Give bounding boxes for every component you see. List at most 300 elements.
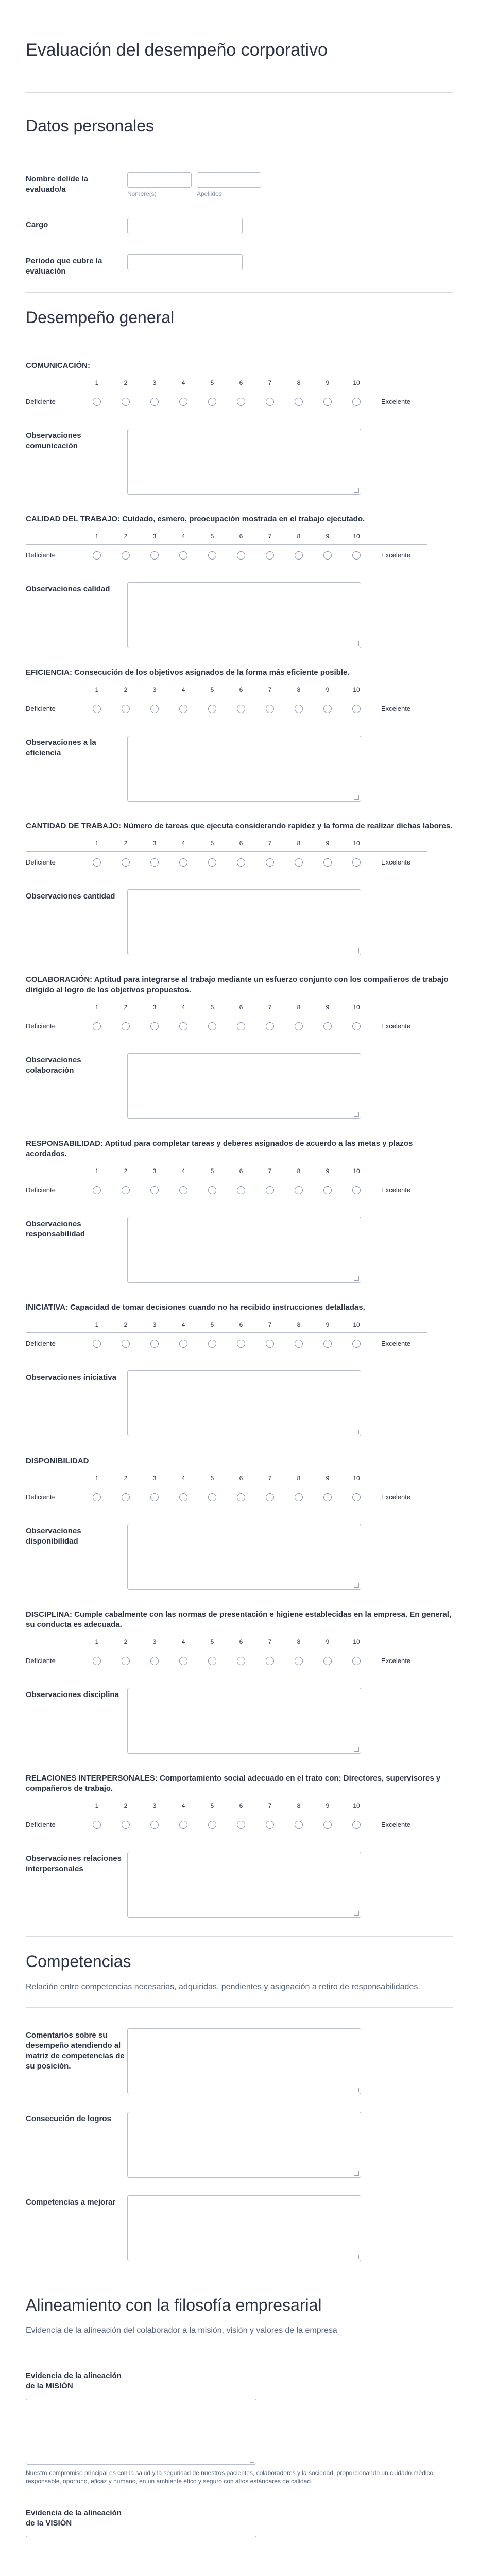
scale-question bbox=[26, 1609, 453, 1754]
scale-option bbox=[284, 1657, 313, 1668]
scale-option bbox=[255, 1821, 284, 1832]
rating-radio[interactable] bbox=[295, 1657, 303, 1665]
scale-option bbox=[82, 1821, 111, 1832]
rating-radio[interactable] bbox=[295, 1022, 303, 1030]
scale-number: 1 bbox=[95, 1004, 99, 1011]
scale-question bbox=[26, 1773, 453, 1918]
scale-number: 6 bbox=[239, 840, 243, 847]
rating-scale bbox=[26, 1167, 427, 1199]
cargo-input[interactable] bbox=[127, 218, 243, 234]
rating-radio[interactable] bbox=[122, 858, 130, 867]
rating-radio[interactable] bbox=[93, 1821, 101, 1829]
rating-radio[interactable] bbox=[179, 1493, 187, 1501]
cargo-field bbox=[26, 218, 453, 234]
observations-field bbox=[26, 889, 453, 955]
scale-number: 10 bbox=[353, 1167, 360, 1175]
rating-radio[interactable] bbox=[266, 858, 274, 867]
rating-radio[interactable] bbox=[352, 1657, 361, 1665]
scale-low-label: Deficiente bbox=[26, 398, 56, 405]
rating-radio[interactable] bbox=[150, 1493, 159, 1501]
observations-textarea[interactable] bbox=[127, 1370, 361, 1436]
rating-radio[interactable] bbox=[208, 1186, 216, 1194]
scale-high-label: Excelente bbox=[381, 1186, 411, 1194]
observations-textarea[interactable] bbox=[127, 429, 361, 495]
divider bbox=[26, 1936, 453, 1937]
rating-radio[interactable] bbox=[352, 705, 361, 713]
scale-question bbox=[26, 1456, 453, 1590]
scale-number: 6 bbox=[239, 1321, 243, 1328]
observations-textarea[interactable] bbox=[127, 736, 361, 802]
scale-number: 10 bbox=[353, 1802, 360, 1809]
rating-radio[interactable] bbox=[208, 1022, 216, 1030]
scale-number: 4 bbox=[181, 533, 185, 540]
rating-radio[interactable] bbox=[122, 1493, 130, 1501]
scale-option bbox=[169, 858, 198, 869]
scale-option bbox=[342, 551, 371, 562]
rating-radio[interactable] bbox=[122, 1657, 130, 1665]
scale-option bbox=[255, 551, 284, 562]
scale-number: 3 bbox=[152, 1802, 157, 1809]
scale-question bbox=[26, 821, 453, 955]
scale-option bbox=[227, 1340, 255, 1350]
scale-number: 1 bbox=[95, 1321, 99, 1328]
observations-label: Observaciones responsabilidad bbox=[26, 1219, 85, 1239]
rating-radio[interactable] bbox=[93, 1186, 101, 1194]
scale-number: 10 bbox=[353, 1004, 360, 1011]
scale-number: 9 bbox=[326, 1475, 330, 1482]
scale-number: 8 bbox=[297, 1638, 301, 1646]
last-name-sublabel: Apellidos bbox=[197, 190, 222, 197]
observations-label: Observaciones iniciativa bbox=[26, 1373, 116, 1382]
scale-option bbox=[227, 551, 255, 562]
scale-option bbox=[169, 1821, 198, 1832]
observations-field bbox=[26, 1688, 453, 1754]
rating-scale bbox=[26, 840, 427, 872]
scale-number: 7 bbox=[268, 1167, 272, 1175]
scale-number: 10 bbox=[353, 1321, 360, 1328]
rating-radio[interactable] bbox=[208, 1821, 216, 1829]
scale-divider bbox=[26, 544, 427, 545]
rating-radio[interactable] bbox=[122, 398, 130, 406]
scale-radios bbox=[82, 705, 371, 716]
rating-radio[interactable] bbox=[208, 398, 216, 406]
scale-option bbox=[198, 1657, 227, 1668]
rating-radio[interactable] bbox=[150, 398, 159, 406]
rating-radio[interactable] bbox=[122, 1340, 130, 1348]
scale-high-label: Excelente bbox=[381, 1821, 411, 1828]
periodo-label: Periodo que cubre la evaluación bbox=[26, 257, 102, 276]
rating-radio[interactable] bbox=[237, 1186, 245, 1194]
rating-radio[interactable] bbox=[237, 705, 245, 713]
scale-number: 10 bbox=[353, 533, 360, 540]
scale-option bbox=[169, 398, 198, 409]
rating-radio[interactable] bbox=[266, 1340, 274, 1348]
scale-option bbox=[82, 398, 111, 409]
scale-number: 8 bbox=[297, 1321, 301, 1328]
scale-high-label: Excelente bbox=[381, 1022, 411, 1030]
scale-option bbox=[284, 858, 313, 869]
rating-radio[interactable] bbox=[93, 1022, 101, 1030]
scale-number: 10 bbox=[353, 1638, 360, 1646]
rating-radio[interactable] bbox=[323, 705, 332, 713]
rating-radio[interactable] bbox=[323, 858, 332, 867]
periodo-input[interactable] bbox=[127, 254, 243, 270]
rating-radio[interactable] bbox=[122, 1186, 130, 1194]
rating-radio[interactable] bbox=[323, 1186, 332, 1194]
rating-radio[interactable] bbox=[266, 398, 274, 406]
rating-radio[interactable] bbox=[352, 1186, 361, 1194]
scale-radios bbox=[82, 1657, 371, 1668]
last-name-input[interactable] bbox=[197, 172, 261, 188]
scale-option bbox=[342, 1821, 371, 1832]
rating-radio[interactable] bbox=[179, 1186, 187, 1194]
scale-number: 1 bbox=[95, 840, 99, 847]
scale-option bbox=[255, 1022, 284, 1033]
scale-radios bbox=[82, 858, 371, 869]
scale-number: 6 bbox=[239, 686, 243, 693]
rating-radio[interactable] bbox=[295, 1821, 303, 1829]
rating-radio[interactable] bbox=[179, 398, 187, 406]
mejorar-field bbox=[26, 2195, 453, 2261]
scale-question bbox=[26, 361, 453, 495]
scale-number: 2 bbox=[124, 1802, 128, 1809]
rating-radio[interactable] bbox=[266, 1022, 274, 1030]
scale-low-label: Deficiente bbox=[26, 1340, 56, 1347]
rating-radio[interactable] bbox=[352, 1340, 361, 1348]
scale-number: 9 bbox=[326, 1004, 330, 1011]
vision-textarea[interactable] bbox=[26, 2536, 256, 2576]
observations-textarea[interactable] bbox=[127, 582, 361, 648]
scale-number: 5 bbox=[210, 1802, 214, 1809]
scale-option bbox=[169, 1340, 198, 1350]
scale-number: 5 bbox=[210, 1475, 214, 1482]
rating-radio[interactable] bbox=[237, 1022, 245, 1030]
scale-number: 3 bbox=[152, 686, 157, 693]
scale-question-label: RESPONSABILIDAD: Aptitud para completar tareas y deberes asignados de acuerdo a las metas y plazos acordados. bbox=[26, 1139, 413, 1158]
rating-radio[interactable] bbox=[179, 858, 187, 867]
scale-question-label: COMUNICACIÓN: bbox=[26, 361, 90, 370]
rating-radio[interactable] bbox=[266, 1186, 274, 1194]
scale-option bbox=[198, 398, 227, 409]
rating-radio[interactable] bbox=[93, 1493, 101, 1501]
scale-number: 4 bbox=[181, 1638, 185, 1646]
vision-label: Evidencia de la alineación de la VISIÓN bbox=[26, 2509, 122, 2528]
scale-option bbox=[140, 1186, 169, 1197]
scale-option bbox=[284, 1022, 313, 1033]
scale-number: 4 bbox=[181, 840, 185, 847]
rating-radio[interactable] bbox=[323, 1340, 332, 1348]
scale-number: 3 bbox=[152, 1167, 157, 1175]
observations-field bbox=[26, 1217, 453, 1283]
scale-number: 9 bbox=[326, 1167, 330, 1175]
scale-option bbox=[198, 551, 227, 562]
rating-radio[interactable] bbox=[323, 1821, 332, 1829]
scale-option bbox=[227, 1821, 255, 1832]
scale-question-label: EFICIENCIA: Consecución de los objetivos asignados de la forma más eficiente posible. bbox=[26, 668, 350, 677]
rating-radio[interactable] bbox=[122, 1022, 130, 1030]
scale-option bbox=[227, 1657, 255, 1668]
rating-radio[interactable] bbox=[237, 1657, 245, 1665]
scale-option bbox=[111, 1493, 140, 1504]
scale-option bbox=[313, 1022, 342, 1033]
rating-radio[interactable] bbox=[323, 551, 332, 560]
scale-option bbox=[198, 1186, 227, 1197]
scale-option bbox=[140, 858, 169, 869]
rating-radio[interactable] bbox=[150, 1821, 159, 1829]
rating-radio[interactable] bbox=[150, 1186, 159, 1194]
observations-textarea[interactable] bbox=[127, 889, 361, 955]
scale-number: 6 bbox=[239, 1004, 243, 1011]
rating-radio[interactable] bbox=[352, 1821, 361, 1829]
divider bbox=[26, 92, 453, 93]
rating-scale bbox=[26, 1004, 427, 1036]
observations-field bbox=[26, 736, 453, 802]
rating-radio[interactable] bbox=[208, 1340, 216, 1348]
rating-scale bbox=[26, 686, 427, 718]
scale-radios bbox=[82, 398, 371, 409]
rating-radio[interactable] bbox=[93, 1657, 101, 1665]
rating-radio[interactable] bbox=[295, 1493, 303, 1501]
rating-radio[interactable] bbox=[93, 398, 101, 406]
rating-radio[interactable] bbox=[179, 705, 187, 713]
rating-radio[interactable] bbox=[295, 858, 303, 867]
scale-number: 5 bbox=[210, 1167, 214, 1175]
rating-radio[interactable] bbox=[266, 1493, 274, 1501]
scale-number: 3 bbox=[152, 1638, 157, 1646]
scale-option bbox=[198, 858, 227, 869]
rating-radio[interactable] bbox=[352, 551, 361, 560]
scale-option bbox=[227, 1493, 255, 1504]
scale-question-label: DISPONIBILIDAD bbox=[26, 1456, 89, 1465]
rating-radio[interactable] bbox=[208, 551, 216, 560]
scale-radios bbox=[82, 1821, 371, 1832]
scale-option bbox=[255, 1340, 284, 1350]
scale-option bbox=[82, 858, 111, 869]
scale-option bbox=[227, 705, 255, 716]
first-name-sublabel: Nombre(s) bbox=[127, 190, 157, 197]
scale-option bbox=[169, 1657, 198, 1668]
scale-number: 2 bbox=[124, 1638, 128, 1646]
rating-radio[interactable] bbox=[150, 1022, 159, 1030]
rating-radio[interactable] bbox=[93, 858, 101, 867]
scale-number: 2 bbox=[124, 840, 128, 847]
rating-radio[interactable] bbox=[179, 1340, 187, 1348]
observations-textarea[interactable] bbox=[127, 1524, 361, 1590]
rating-radio[interactable] bbox=[352, 858, 361, 867]
scale-number: 6 bbox=[239, 1475, 243, 1482]
rating-radio[interactable] bbox=[208, 1657, 216, 1665]
scale-number: 10 bbox=[353, 1475, 360, 1482]
rating-radio[interactable] bbox=[295, 1186, 303, 1194]
rating-radio[interactable] bbox=[208, 705, 216, 713]
scale-number: 7 bbox=[268, 1004, 272, 1011]
scale-number: 4 bbox=[181, 379, 185, 386]
scale-numbers bbox=[82, 840, 371, 847]
scale-option bbox=[111, 1186, 140, 1197]
scale-numbers bbox=[82, 1638, 371, 1646]
logros-textarea[interactable] bbox=[127, 2112, 361, 2178]
scale-number: 1 bbox=[95, 1802, 99, 1809]
scale-number: 9 bbox=[326, 379, 330, 386]
scale-option bbox=[284, 1821, 313, 1832]
rating-radio[interactable] bbox=[208, 858, 216, 867]
observations-textarea[interactable] bbox=[127, 1688, 361, 1754]
rating-radio[interactable] bbox=[150, 705, 159, 713]
scale-option bbox=[169, 705, 198, 716]
scale-questions bbox=[26, 361, 453, 1918]
rating-radio[interactable] bbox=[237, 551, 245, 560]
scale-option bbox=[198, 1493, 227, 1504]
scale-option bbox=[198, 705, 227, 716]
rating-radio[interactable] bbox=[295, 551, 303, 560]
scale-option bbox=[342, 1493, 371, 1504]
scale-number: 2 bbox=[124, 533, 128, 540]
rating-radio[interactable] bbox=[237, 1340, 245, 1348]
rating-radio[interactable] bbox=[179, 1821, 187, 1829]
rating-radio[interactable] bbox=[237, 1821, 245, 1829]
scale-number: 4 bbox=[181, 1167, 185, 1175]
observations-field bbox=[26, 1053, 453, 1119]
scale-option bbox=[342, 705, 371, 716]
scale-option bbox=[111, 1022, 140, 1033]
scale-option bbox=[111, 1340, 140, 1350]
rating-radio[interactable] bbox=[237, 1493, 245, 1501]
scale-number: 5 bbox=[210, 840, 214, 847]
observations-label: Observaciones cantidad bbox=[26, 892, 115, 901]
scale-number: 4 bbox=[181, 1004, 185, 1011]
comentarios-textarea[interactable] bbox=[127, 2028, 361, 2094]
scale-option bbox=[342, 1022, 371, 1033]
rating-radio[interactable] bbox=[237, 858, 245, 867]
scale-high-label: Excelente bbox=[381, 1493, 411, 1501]
scale-option bbox=[82, 1340, 111, 1350]
scale-number: 2 bbox=[124, 1321, 128, 1328]
rating-radio[interactable] bbox=[122, 1821, 130, 1829]
scale-option bbox=[82, 1022, 111, 1033]
rating-radio[interactable] bbox=[266, 705, 274, 713]
rating-scale bbox=[26, 379, 427, 411]
scale-option bbox=[140, 705, 169, 716]
rating-radio[interactable] bbox=[266, 1821, 274, 1829]
scale-number: 3 bbox=[152, 533, 157, 540]
rating-radio[interactable] bbox=[93, 705, 101, 713]
rating-radio[interactable] bbox=[122, 705, 130, 713]
mejorar-textarea[interactable] bbox=[127, 2195, 361, 2261]
scale-number: 4 bbox=[181, 1475, 185, 1482]
rating-radio[interactable] bbox=[208, 1493, 216, 1501]
scale-low-label: Deficiente bbox=[26, 858, 56, 866]
scale-number: 10 bbox=[353, 379, 360, 386]
scale-number: 5 bbox=[210, 1004, 214, 1011]
periodo-field bbox=[26, 254, 453, 277]
rating-radio[interactable] bbox=[122, 551, 130, 560]
scale-option bbox=[140, 1022, 169, 1033]
first-name-col bbox=[127, 172, 192, 197]
scale-number: 7 bbox=[268, 379, 272, 386]
rating-radio[interactable] bbox=[323, 398, 332, 406]
divider bbox=[26, 292, 453, 293]
scale-option bbox=[313, 1340, 342, 1350]
scale-radios bbox=[82, 1493, 371, 1504]
rating-radio[interactable] bbox=[295, 1340, 303, 1348]
observations-label: Observaciones relaciones interpersonales bbox=[26, 1854, 122, 1873]
rating-radio[interactable] bbox=[150, 1340, 159, 1348]
scale-option bbox=[111, 705, 140, 716]
rating-radio[interactable] bbox=[150, 1657, 159, 1665]
scale-option bbox=[284, 1186, 313, 1197]
scale-number: 4 bbox=[181, 1802, 185, 1809]
scale-question bbox=[26, 975, 453, 1119]
scale-number: 4 bbox=[181, 1321, 185, 1328]
section-title-personal: Datos personales bbox=[26, 116, 155, 135]
scale-number: 5 bbox=[210, 533, 214, 540]
rating-radio[interactable] bbox=[179, 1022, 187, 1030]
rating-radio[interactable] bbox=[295, 705, 303, 713]
scale-option bbox=[140, 1340, 169, 1350]
last-name-col bbox=[197, 172, 261, 197]
scale-number: 8 bbox=[297, 379, 301, 386]
scale-low-label: Deficiente bbox=[26, 1022, 56, 1030]
rating-radio[interactable] bbox=[93, 551, 101, 560]
scale-radios bbox=[82, 1340, 371, 1350]
observations-field bbox=[26, 582, 453, 648]
scale-number: 7 bbox=[268, 686, 272, 693]
rating-radio[interactable] bbox=[352, 398, 361, 406]
scale-option bbox=[82, 551, 111, 562]
observations-textarea[interactable] bbox=[127, 1217, 361, 1283]
scale-number: 8 bbox=[297, 686, 301, 693]
rating-radio[interactable] bbox=[179, 551, 187, 560]
rating-radio[interactable] bbox=[323, 1022, 332, 1030]
section-title-alineamiento: Alineamiento con la filosofía empresarial bbox=[26, 2296, 322, 2314]
scale-number: 5 bbox=[210, 1321, 214, 1328]
scale-question bbox=[26, 1302, 453, 1436]
scale-numbers bbox=[82, 379, 371, 386]
rating-radio[interactable] bbox=[179, 1657, 187, 1665]
scale-divider bbox=[26, 851, 427, 852]
scale-question bbox=[26, 514, 453, 648]
observations-textarea[interactable] bbox=[127, 1053, 361, 1119]
scale-option bbox=[82, 705, 111, 716]
rating-radio[interactable] bbox=[295, 398, 303, 406]
scale-question-label: COLABORACIÓN: Aptitud para integrarse al trabajo mediante un esfuerzo conjunto con los compañeros de trabajo dirigido al logro de los objetivos propuestos. bbox=[26, 975, 449, 994]
rating-radio[interactable] bbox=[150, 858, 159, 867]
mision-textarea[interactable] bbox=[26, 2399, 256, 2465]
rating-radio[interactable] bbox=[150, 551, 159, 560]
scale-number: 7 bbox=[268, 1321, 272, 1328]
rating-radio[interactable] bbox=[237, 398, 245, 406]
rating-radio[interactable] bbox=[266, 1657, 274, 1665]
scale-number: 9 bbox=[326, 1638, 330, 1646]
section-subtitle-alineamiento: Evidencia de la alineación del colaborador a la misión, visión y valores de la empresa bbox=[26, 2326, 337, 2335]
scale-option bbox=[140, 398, 169, 409]
rating-radio[interactable] bbox=[323, 1657, 332, 1665]
observations-textarea[interactable] bbox=[127, 1852, 361, 1918]
rating-radio[interactable] bbox=[323, 1493, 332, 1501]
scale-number: 1 bbox=[95, 1638, 99, 1646]
scale-number: 3 bbox=[152, 840, 157, 847]
rating-radio[interactable] bbox=[352, 1493, 361, 1501]
rating-scale bbox=[26, 533, 427, 565]
scale-option bbox=[111, 858, 140, 869]
scale-question bbox=[26, 1139, 453, 1283]
rating-radio[interactable] bbox=[352, 1022, 361, 1030]
rating-radio[interactable] bbox=[93, 1340, 101, 1348]
first-name-input[interactable] bbox=[127, 172, 192, 188]
rating-radio[interactable] bbox=[266, 551, 274, 560]
scale-number: 1 bbox=[95, 379, 99, 386]
scale-number: 8 bbox=[297, 1475, 301, 1482]
